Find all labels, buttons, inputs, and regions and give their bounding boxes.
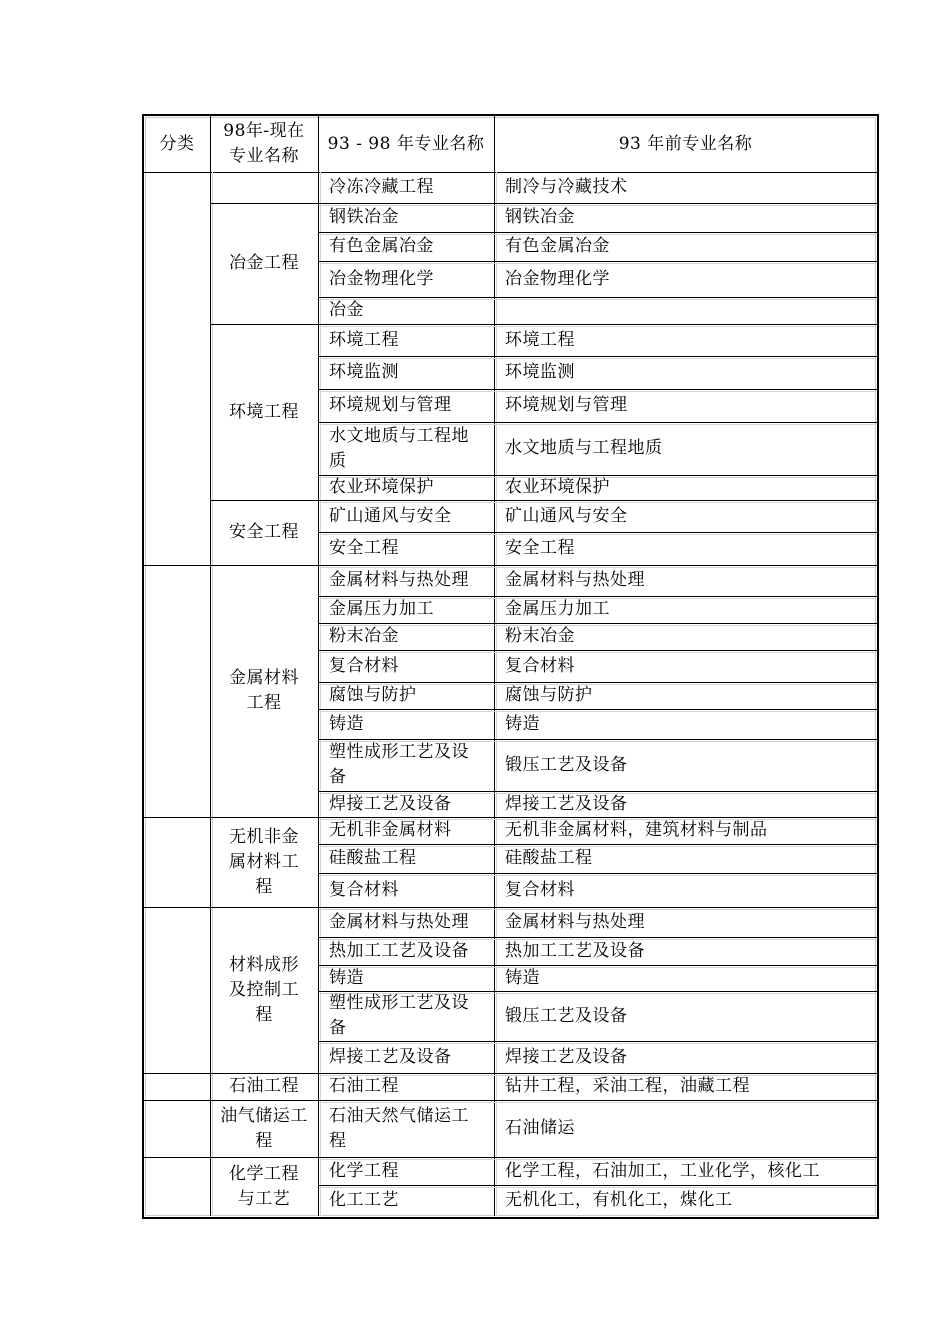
old-major-name: 焊接工艺及设备: [505, 1046, 628, 1067]
old-major-name: 化学工程，石油加工，工业化学，核化工: [505, 1160, 820, 1181]
current-major-name: [210, 172, 318, 203]
mid-major-name: 石油天然气储运工 程: [329, 1105, 469, 1151]
mid-major-name: 石油工程: [329, 1076, 399, 1096]
mid-major-name: 化工工艺: [329, 1190, 399, 1210]
old-major-name: 锻压工艺及设备: [505, 754, 628, 775]
header-93-98-name: 93 - 98 年专业名称: [327, 133, 485, 154]
old-major-name: 环境监测: [505, 362, 575, 382]
current-major-name: 材料成形 及控制工 程: [229, 954, 299, 1025]
old-major-name: [494, 297, 877, 324]
mid-major-name: 环境监测: [329, 362, 399, 382]
old-major-name: 农业环境保护: [505, 477, 610, 497]
old-major-name: 钻井工程，采油工程，油藏工程: [505, 1076, 750, 1096]
mid-major-name: 塑性成形工艺及设 备: [329, 993, 469, 1038]
old-major-name: 复合材料: [505, 879, 575, 900]
mid-major-name: 金属压力加工: [329, 599, 434, 619]
old-major-name: 热加工工艺及设备: [505, 940, 645, 961]
mid-major-name: 冶金物理化学: [329, 268, 434, 289]
current-major-name: 无机非金 属材料工 程: [229, 826, 299, 897]
old-major-name: 金属材料与热处理: [505, 570, 645, 590]
mid-major-name: 铸造: [329, 967, 364, 988]
old-major-name: 粉末冶金: [505, 626, 575, 646]
old-major-name: 环境工程: [505, 329, 575, 350]
old-major-name: 金属材料与热处理: [505, 911, 645, 932]
old-major-name: 锻压工艺及设备: [505, 1005, 628, 1026]
old-major-name: 制冷与冷藏技术: [505, 177, 628, 197]
old-major-name: 复合材料: [505, 655, 575, 676]
header-current-name: 98年-现在 专业名称: [223, 121, 305, 166]
mid-major-name: 硅酸盐工程: [329, 848, 417, 868]
old-major-name: 无机化工，有机化工，煤化工: [505, 1190, 733, 1210]
mid-major-name: 有色金属冶金: [329, 236, 434, 256]
category-divider: [144, 1157, 210, 1158]
old-major-name: 安全工程: [505, 538, 575, 558]
current-major-name: 安全工程: [229, 522, 299, 542]
mid-major-name: 复合材料: [329, 879, 399, 900]
header-category: 分类: [159, 133, 195, 154]
old-major-name: 环境规划与管理: [505, 395, 628, 415]
mid-major-name: 腐蚀与防护: [329, 685, 417, 705]
current-major-name: 冶金工程: [229, 253, 299, 273]
mid-major-name: 焊接工艺及设备: [329, 793, 452, 814]
current-major-name: 环境工程: [229, 401, 299, 422]
mid-major-name: 水文地质与工程地 质: [329, 425, 469, 471]
mid-major-name: 冷冻冷藏工程: [329, 177, 434, 197]
old-major-name: 无机非金属材料，建筑材料与制品: [505, 820, 768, 840]
old-major-name: 硅酸盐工程: [505, 848, 593, 868]
current-major-name: 石油工程: [229, 1076, 299, 1096]
mid-major-name: 塑性成形工艺及设 备: [329, 742, 469, 787]
old-major-name: 铸造: [505, 967, 540, 988]
category-divider: [144, 1100, 210, 1101]
mid-major-name: 复合材料: [329, 655, 399, 676]
old-major-name: 矿山通风与安全: [505, 505, 628, 526]
current-major-name: 油气储运工 程: [220, 1105, 308, 1151]
mid-major-name: 焊接工艺及设备: [329, 1046, 452, 1067]
mid-major-name: 冶金: [329, 300, 364, 320]
header-pre-93-name: 93 年前专业名称: [618, 133, 753, 154]
mid-major-name: 化学工程: [329, 1160, 399, 1181]
mid-major-name: 金属材料与热处理: [329, 911, 469, 932]
old-major-name: 铸造: [505, 713, 540, 734]
old-major-name: 水文地质与工程地质: [505, 438, 663, 458]
mid-major-name: 铸造: [329, 713, 364, 734]
mid-major-name: 无机非金属材料: [329, 820, 452, 840]
old-major-name: 金属压力加工: [505, 599, 610, 619]
mid-major-name: 热加工工艺及设备: [329, 940, 469, 961]
old-major-name: 焊接工艺及设备: [505, 793, 628, 814]
mid-major-name: 矿山通风与安全: [329, 505, 452, 526]
mid-major-name: 粉末冶金: [329, 626, 399, 646]
mid-major-name: 农业环境保护: [329, 477, 434, 497]
current-major-name: 化学工程 与工艺: [229, 1163, 299, 1209]
old-major-name: 有色金属冶金: [505, 236, 610, 256]
mid-major-name: 安全工程: [329, 538, 399, 558]
mid-major-name: 环境规划与管理: [329, 395, 452, 415]
mid-major-name: 钢铁冶金: [329, 207, 399, 227]
mid-major-name: 金属材料与热处理: [329, 570, 469, 590]
old-major-name: 石油储运: [505, 1118, 575, 1138]
category-divider: [144, 565, 210, 566]
old-major-name: 腐蚀与防护: [505, 685, 593, 705]
old-major-name: 钢铁冶金: [505, 207, 575, 227]
category-divider: [144, 1073, 210, 1074]
old-major-name: 冶金物理化学: [505, 268, 610, 289]
category-divider: [144, 907, 210, 908]
current-major-name: 金属材料 工程: [229, 668, 299, 713]
category-divider: [144, 817, 210, 818]
mid-major-name: 环境工程: [329, 329, 399, 350]
